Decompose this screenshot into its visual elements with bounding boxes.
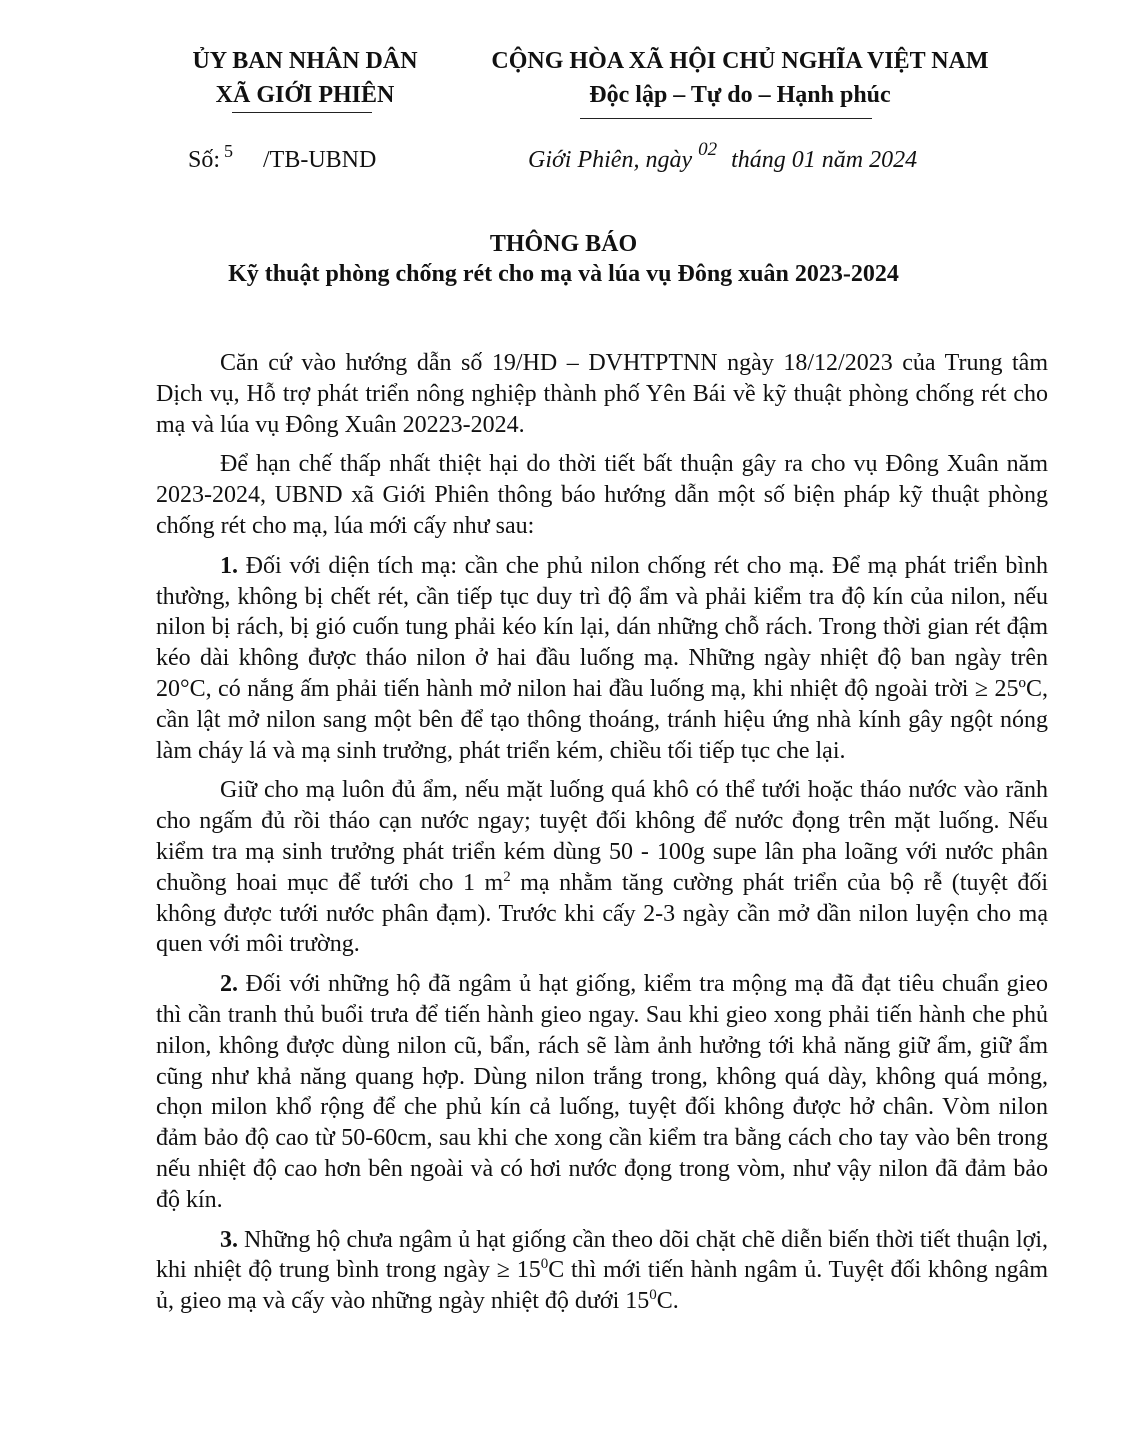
authority-line-2: XÃ GIỚI PHIÊN — [215, 82, 395, 108]
date-day: 02 — [698, 139, 718, 160]
item-2-text: Đối với những hộ đã ngâm ủ hạt giống, kiểm tra mộng mạ đã đạt tiêu chuẩn gieo thì cần tranh thủ buổi trưa để tiến hành gieo ngay. Sau khi gieo xong phải tiến hành che phủ nilon, không được dùng nilon cũ, bẩn, rách sẽ làm ảnh hưởng tới khả năng giữ ẩm, giữ ẩm cũng như khả năng quang hợp. Dùng nilon trắng trong, không quá dày, không quá mỏng, chọn milon khổ rộng để che phủ kín cả luống, tuyệt đối không được hở chân. Vòm nilon đảm bảo độ cao từ 50-60cm, sau khi che xong cần kiểm tra bằng cách cho tay vào bên trong nếu nhiệt độ cao hơn bên ngoài và có hơi nước đọng trong vòm, như vậy nilon đã đảm bảo độ kín. — [156, 971, 1048, 1213]
paragraph-1: Căn cứ vào hướng dẫn số 19/HD – DVHTPTNN ngày 18/12/2023 của Trung tâm Dịch vụ, Hỗ trợ phát triển nông nghiệp thành phố Yên Bái về kỹ thuật phòng chống rét cho mạ và lúa vụ Đông Xuân 20223-2024. — [156, 350, 1048, 438]
document-subtitle: Kỹ thuật phòng chống rét cho mạ và lúa vụ Đông xuân 2023-2024 — [228, 261, 899, 287]
degree-superscript-2: 0 — [649, 1287, 657, 1304]
date-prefix: Giới Phiên, ngày — [528, 147, 693, 173]
document-body — [156, 348, 1048, 1326]
item-3-part-a: Những hộ chưa ngâm ủ hạt giống cần theo dõi chặt chẽ diễn biến thời tiết thuận lợi, khi nhiệt độ trung bình trong ngày ≥ 15 — [156, 1226, 1048, 1284]
paragraph-4-part-b: mạ nhằm tăng cường phát triển của bộ rễ (tuyệt đối không được tưới nước phân đạm). Trước khi cấy 2-3 ngày cần mở dần nilon luyện cho mạ quen với môi trường. — [156, 869, 1048, 958]
national-motto — [460, 44, 1020, 112]
item-number-1: 1. — [220, 552, 238, 579]
date-suffix: tháng 01 năm 2024 — [731, 147, 918, 173]
so-suffix: /TB-UBND — [263, 147, 377, 173]
degree-superscript-1: 0 — [540, 1256, 549, 1273]
item-1-text: Đối với diện tích mạ: cần che phủ nilon chống rét cho mạ. Để mạ phát triển bình thường, không bị chết rét, cần tiếp tục duy trì độ ẩm và phải kiểm tra độ kín của nilon, nếu nilon bị rách, bị gió cuốn tung phải kéo kín lại, dán những chỗ rách. Trong thời gian rét đậm kéo dài không được tháo nilon ở hai đầu luống mạ. Những ngày nhiệt độ ban ngày trên 20°C, có nắng ấm phải tiến hành mở nilon hai đầu luống mạ, khi nhiệt độ ngoài trời ≥ 25ºC, cần lật mở nilon sang một bên để tạo thông thoáng, tránh hiệu ứng nhà kính gây ngột nóng làm cháy lá và mạ sinh trưởng, phát triển kém, chiều tối tiếp tục che lại. — [156, 552, 1048, 764]
authority-underline — [232, 112, 372, 113]
superscript-2: 2 — [503, 868, 511, 885]
item-number-2: 2. — [220, 971, 238, 998]
paragraph-4-part-a: Giữ cho mạ luôn đủ ẩm, nếu mặt luống quá khô có thể tưới hoặc tháo nước vào rãnh cho ngấm đủ rồi tháo cạn nước ngay; tuyệt đối không để nước đọng trên mặt luống. Nếu kiểm tra mạ sinh trưởng phát triển kém dùng 50 - 100g supe lân pha loãng với nước phân chuồng hoai mục để tưới cho 1 m — [156, 777, 1048, 896]
item-number-3: 3. — [220, 1226, 238, 1253]
document-number — [188, 141, 377, 174]
item-3-part-b: C thì mới tiến hành ngâm ủ. Tuyệt đối không ngâm ủ, gieo mạ và cấy vào những ngày nhiệt độ dưới 15 — [156, 1257, 1049, 1315]
document-title: THÔNG BÁO — [489, 231, 638, 257]
authority-line-1: ỦY BAN NHÂN DÂN — [192, 48, 418, 74]
item-3-part-c: C. — [656, 1288, 679, 1315]
nation-line-2: Độc lập – Tự do – Hạnh phúc — [589, 82, 891, 108]
paragraph-3 — [156, 551, 1048, 767]
nation-line-1: CỘNG HÒA XÃ HỘI CHỦ NGHĨA VIỆT NAM — [491, 48, 989, 74]
issuing-authority — [160, 44, 450, 112]
paragraph-2: Để hạn chế thấp nhất thiệt hại do thời tiết bất thuận gây ra cho vụ Đông Xuân năm 2023-2024, UBND xã Giới Phiên thông báo hướng dẫn một số biện pháp kỹ thuật phòng chống rét cho mạ, lúa mới cấy như sau: — [156, 451, 1048, 539]
paragraph-6 — [156, 1225, 1048, 1317]
so-number: 5 — [224, 141, 234, 161]
motto-underline — [580, 118, 872, 119]
document-date — [528, 139, 918, 174]
so-label: Số: — [188, 147, 221, 173]
paragraph-5 — [156, 969, 1048, 1215]
paragraph-4 — [156, 775, 1048, 960]
